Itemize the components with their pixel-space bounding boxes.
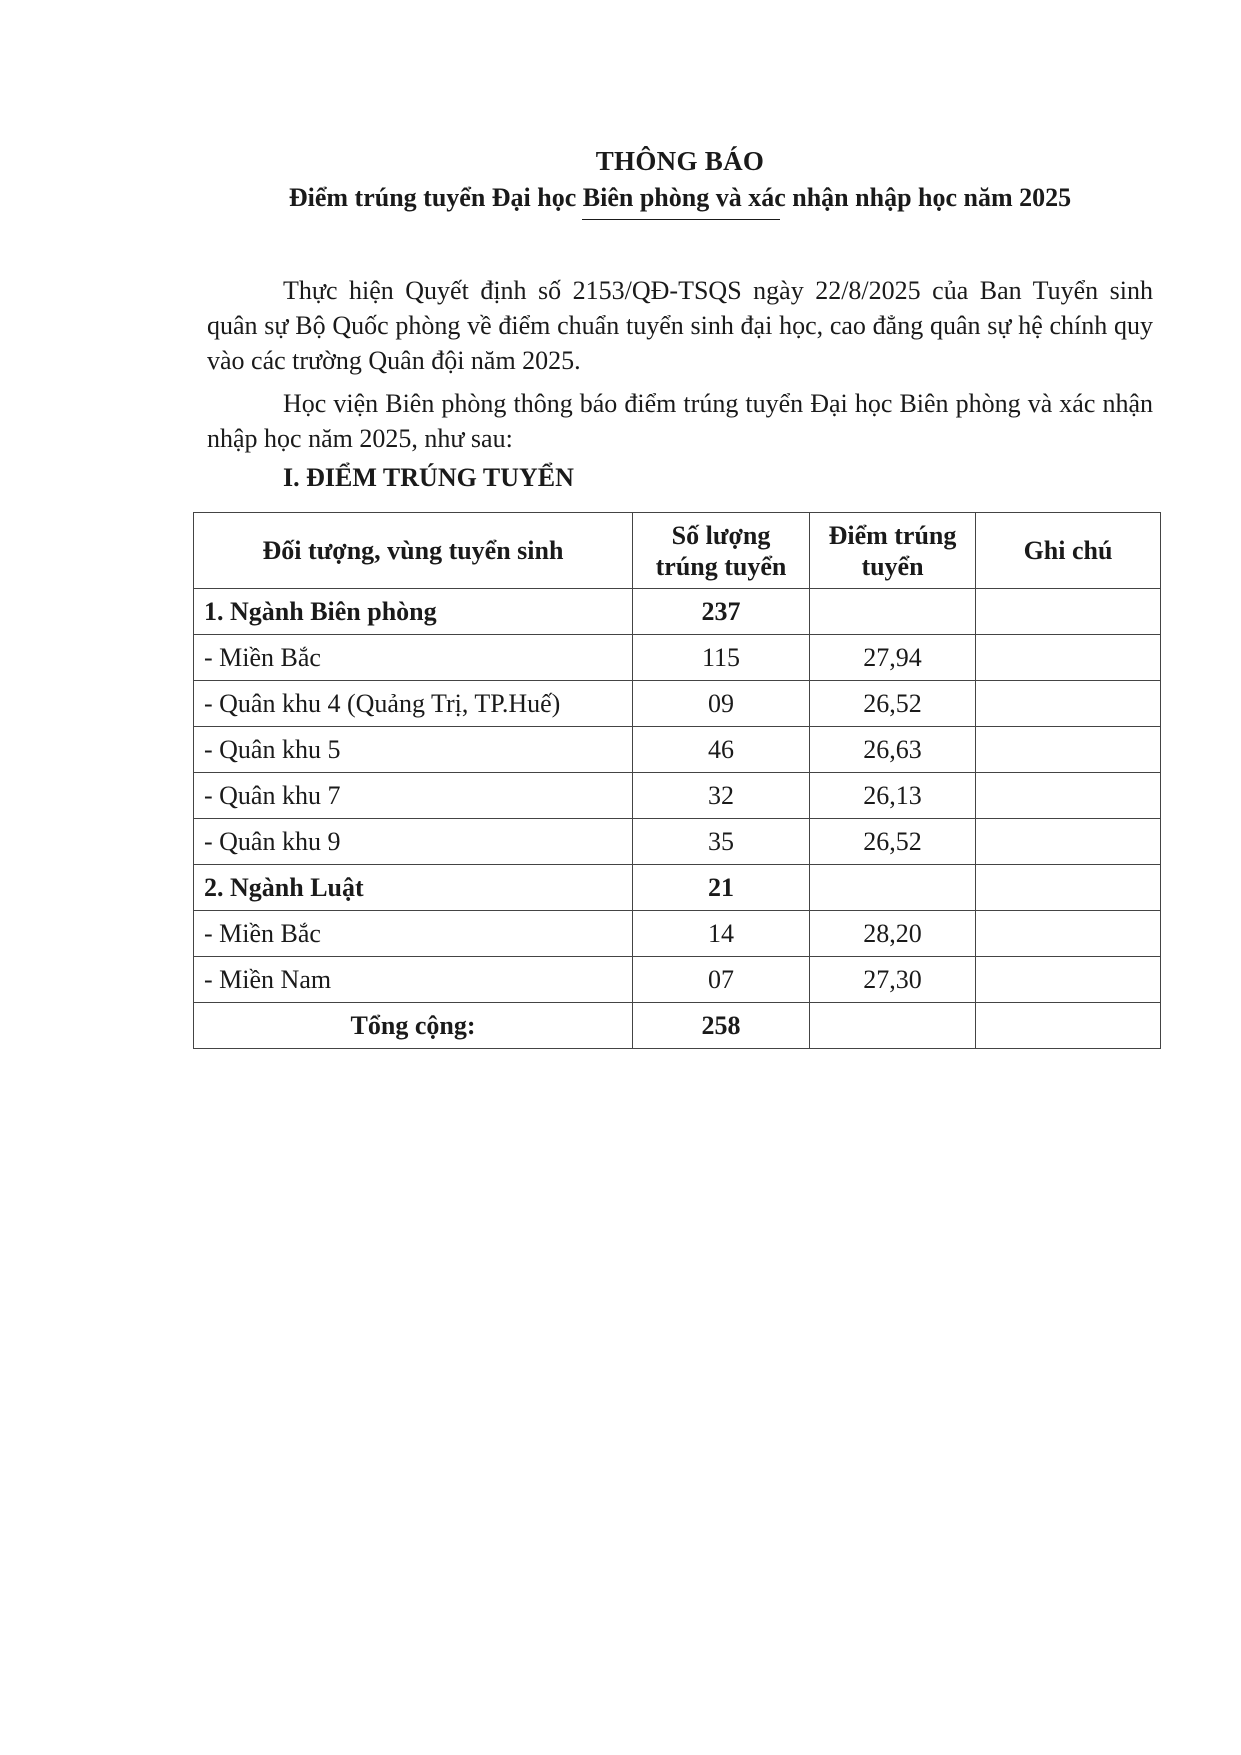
- row-score: 26,52: [810, 819, 976, 865]
- row-note: [976, 957, 1161, 1003]
- row-label: - Quân khu 9: [194, 819, 633, 865]
- table-header-row: [194, 513, 1161, 589]
- row-score: 26,63: [810, 727, 976, 773]
- row-label: - Quân khu 5: [194, 727, 633, 773]
- document-title: THÔNG BÁO: [595, 146, 765, 176]
- table-row: [194, 819, 1161, 865]
- announcement-paragraph: Học viện Biên phòng thông báo điểm trúng tuyển Đại học Biên phòng và xác nhận nhập học năm 2025, như sau:: [207, 389, 1153, 453]
- row-count: 32: [633, 773, 810, 819]
- row-note: [976, 773, 1161, 819]
- table-row: [194, 911, 1161, 957]
- row-note: [976, 865, 1161, 911]
- table-row: [194, 773, 1161, 819]
- row-count: 14: [633, 911, 810, 957]
- total-note: [976, 1003, 1161, 1049]
- row-count: 46: [633, 727, 810, 773]
- header-region: Đối tượng, vùng tuyển sinh: [194, 513, 633, 589]
- row-count: 07: [633, 957, 810, 1003]
- row-count: 21: [633, 865, 810, 911]
- row-label: - Quân khu 4 (Quảng Trị, TP.Huế): [194, 681, 633, 727]
- total-label: Tổng cộng:: [194, 1003, 633, 1049]
- row-note: [976, 635, 1161, 681]
- table-row: [194, 589, 1161, 635]
- row-label: - Miền Bắc: [194, 911, 633, 957]
- row-note: [976, 589, 1161, 635]
- title-underline-divider: [582, 219, 780, 220]
- row-note: [976, 727, 1161, 773]
- row-count: 09: [633, 681, 810, 727]
- header-note: Ghi chú: [976, 513, 1161, 589]
- row-note: [976, 681, 1161, 727]
- total-count: 258: [633, 1003, 810, 1049]
- admission-scores-table: [193, 512, 1161, 1049]
- intro-paragraph: Thực hiện Quyết định số 2153/QĐ-TSQS ngày 22/8/2025 của Ban Tuyển sinh quân sự Bộ Quốc phòng về điểm chuẩn tuyển sinh đại học, cao đẳng quân sự hệ chính quy vào các trường Quân đội năm 2025.: [207, 276, 1153, 375]
- table-row: [194, 865, 1161, 911]
- row-note: [976, 911, 1161, 957]
- row-count: 237: [633, 589, 810, 635]
- row-label: - Miền Nam: [194, 957, 633, 1003]
- document-subtitle: Điểm trúng tuyển Đại học Biên phòng và xác nhận nhập học năm 2025: [288, 183, 1072, 212]
- header-count: Số lượng trúng tuyển: [633, 513, 810, 589]
- table-total-row: [194, 1003, 1161, 1049]
- header-score: Điểm trúng tuyển: [810, 513, 976, 589]
- table-row: [194, 681, 1161, 727]
- total-score: [810, 1003, 976, 1049]
- row-score: 27,30: [810, 957, 976, 1003]
- row-label: 2. Ngành Luật: [194, 865, 633, 911]
- table-row: [194, 635, 1161, 681]
- row-note: [976, 819, 1161, 865]
- row-score: 26,13: [810, 773, 976, 819]
- row-label: - Quân khu 7: [194, 773, 633, 819]
- row-score: [810, 865, 976, 911]
- row-score: [810, 589, 976, 635]
- row-count: 115: [633, 635, 810, 681]
- row-score: 28,20: [810, 911, 976, 957]
- row-label: 1. Ngành Biên phòng: [194, 589, 633, 635]
- section-heading: I. ĐIỂM TRÚNG TUYỂN: [283, 463, 574, 492]
- row-score: 26,52: [810, 681, 976, 727]
- row-label: - Miền Bắc: [194, 635, 633, 681]
- row-count: 35: [633, 819, 810, 865]
- table-row: [194, 727, 1161, 773]
- table-row: [194, 957, 1161, 1003]
- table-body: [194, 589, 1161, 1049]
- row-score: 27,94: [810, 635, 976, 681]
